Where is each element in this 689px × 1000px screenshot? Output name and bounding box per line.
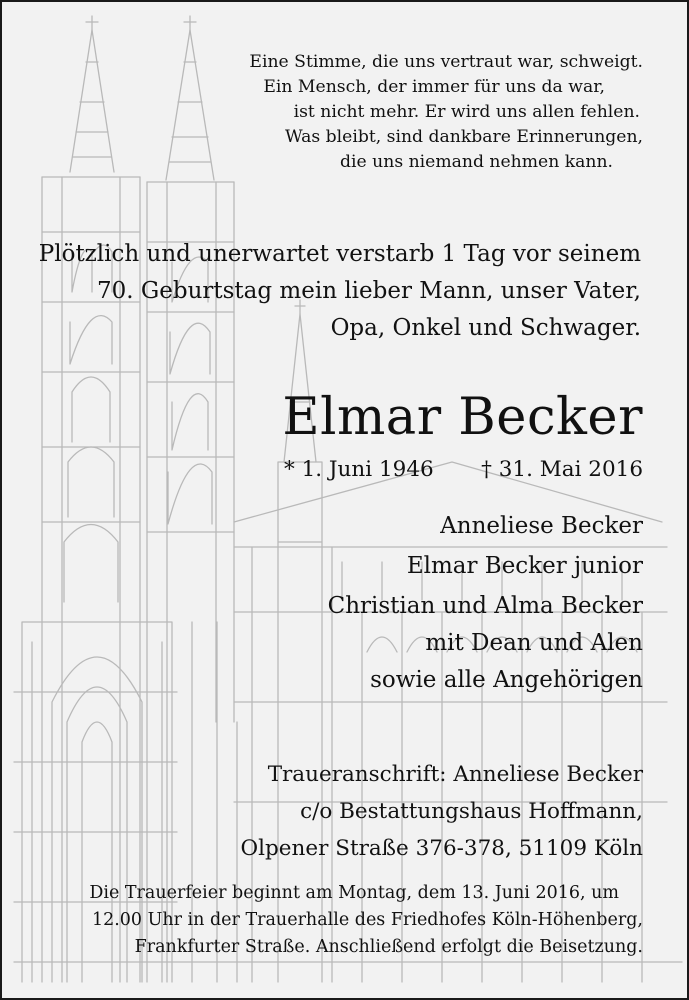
poem-verse [249,50,643,175]
address-line: Traueranschrift: Anneliese Becker [267,762,643,787]
mourner-entry: Elmar Becker junior [406,553,643,579]
mourning-address [241,756,643,867]
poem-line: Eine Stimme, die uns vertraut war, schweigt. [249,52,643,72]
announcement-line: Plötzlich und unerwartet verstarb 1 Tag vor seinem [38,241,641,267]
announcement-line: Opa, Onkel und Schwager. [330,315,641,341]
mourner-entry: sowie alle Angehörigen [370,667,643,693]
ceremony-line: Die Trauerfeier beginnt am Montag, dem 13. Juni 2016, um [89,883,619,903]
address-line: c/o Bestattungshaus Hoffmann, [300,799,643,824]
mourner-entry: mit Dean und Alen [425,630,643,656]
death-announcement [39,236,641,347]
mourner-entry: Anneliese Becker [440,513,643,539]
poem-line: Ein Mensch, der immer für uns da war, [263,77,605,97]
mourners-list [328,506,643,700]
birth-date: * 1. Juni 1946 [284,457,434,482]
address-line: Olpener Straße 376-378, 51109 Köln [240,836,643,861]
funeral-ceremony-info [89,880,643,961]
death-date: † 31. Mai 2016 [481,457,643,482]
announcement-line: 70. Geburtstag mein lieber Mann, unser Vater, [96,278,641,304]
mourner-entry: Christian und Alma Becker [327,593,643,619]
poem-line: die uns niemand nehmen kann. [340,152,613,172]
poem-line: Was bleibt, sind dankbare Erinnerungen, [284,127,643,147]
deceased-name: Elmar Becker [282,388,643,447]
ceremony-line: 12.00 Uhr in der Trauerhalle des Friedhofes Köln-Höhenberg, [91,910,643,930]
poem-line: ist nicht mehr. Er wird uns allen fehlen. [293,102,640,122]
ceremony-line: Frankfurter Straße. Anschließend erfolgt die Beisetzung. [134,937,643,957]
